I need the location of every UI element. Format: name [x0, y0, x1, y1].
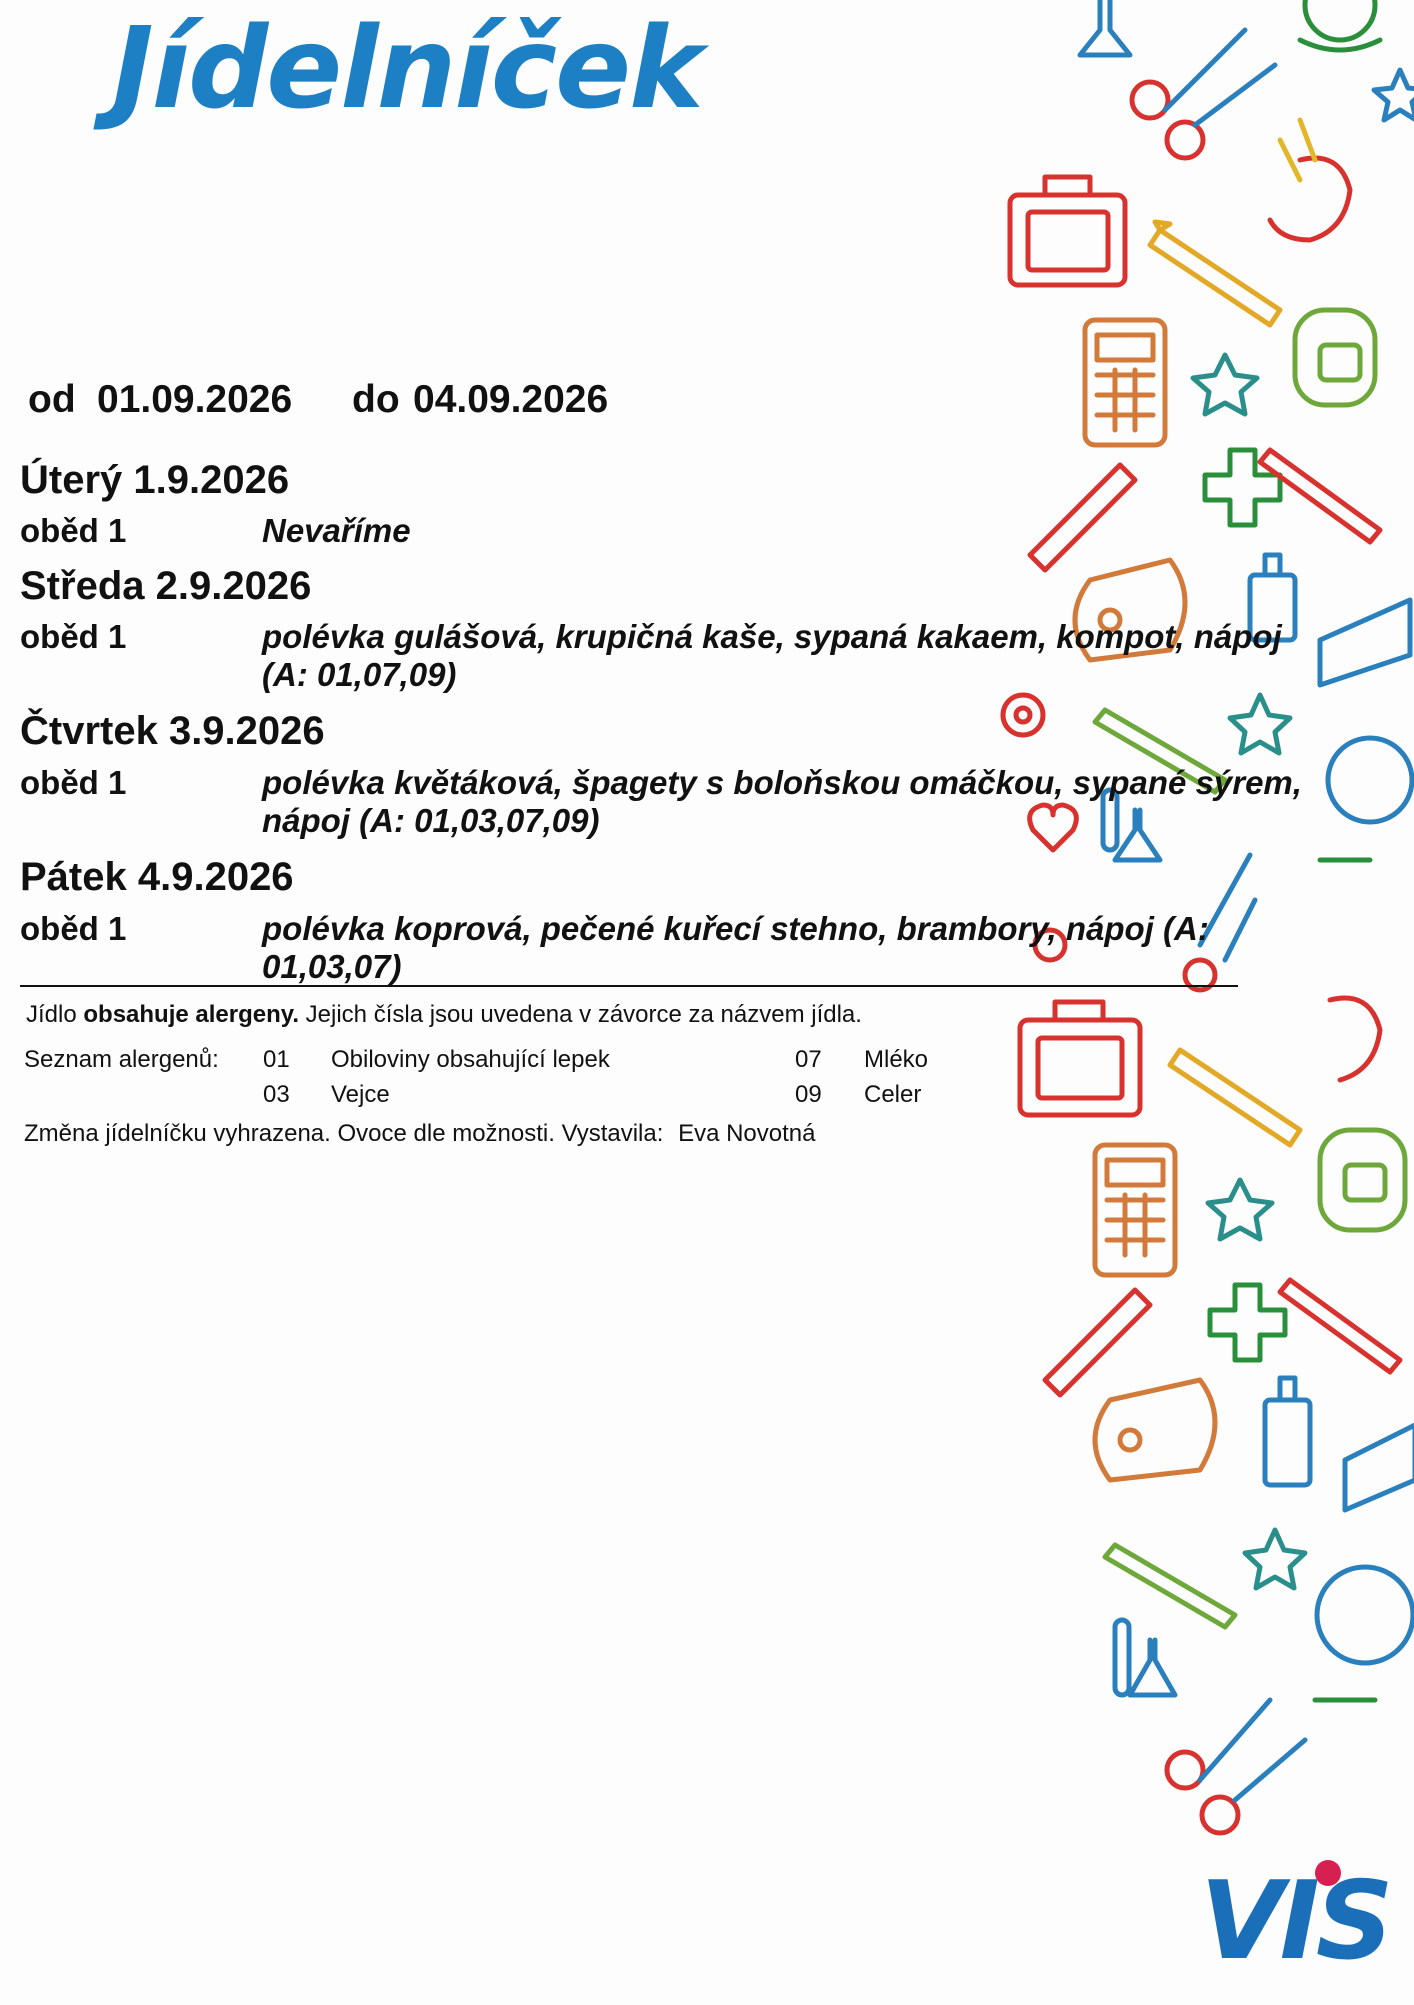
allergen-name: Vejce: [331, 1081, 390, 1108]
star-icon: [1245, 1530, 1305, 1588]
calculator-icon: [1095, 1145, 1175, 1275]
pencil-icon: [1170, 1050, 1300, 1145]
star-icon: [1374, 70, 1414, 120]
footer-note: [24, 1120, 816, 1148]
calculator-icon: [1085, 320, 1165, 445]
allergen-note-bold: obsahuje alergeny.: [83, 1001, 299, 1028]
backpack-icon: [1295, 310, 1375, 405]
briefcase-icon: [1020, 1002, 1140, 1115]
range-to-date: 04.09.2026: [413, 378, 609, 421]
book-icon: [1345, 1425, 1414, 1510]
meal-label: oběd 1: [20, 910, 127, 947]
day-heading: Pátek 4.9.2026: [20, 855, 294, 899]
paintbrush-icon: [1105, 1545, 1235, 1627]
allergen-code: 01: [263, 1046, 290, 1073]
star-icon: [1230, 695, 1290, 753]
page-title: Jídelníček: [112, 4, 702, 134]
plus-icon: [1210, 1285, 1285, 1360]
allergen-name: Obiloviny obsahující lepek: [331, 1046, 610, 1073]
briefcase-icon: [1010, 177, 1125, 285]
meal-label: oběd 1: [20, 618, 127, 655]
meal-description: Nevaříme: [262, 512, 411, 549]
day-heading: Středa 2.9.2026: [20, 564, 312, 608]
allergen-list-label: Seznam alergenů:: [24, 1046, 219, 1073]
meal-label: oběd 1: [20, 764, 127, 801]
hand-icon: [1270, 158, 1350, 240]
vis-logo: VIS: [1200, 1859, 1390, 1984]
divider: [20, 985, 1238, 987]
meal-description: polévka koprová, pečené kuřecí stehno, brambory, nápoj (A: 01,03,07): [262, 910, 1209, 985]
allergen-note-prefix: Jídlo: [26, 1001, 77, 1028]
pencil-icon: [1280, 1280, 1400, 1372]
allergen-code: 07: [795, 1046, 822, 1073]
glue-icon: [1265, 1378, 1310, 1485]
star-icon: [1193, 355, 1257, 414]
day-heading: Úterý 1.9.2026: [20, 458, 290, 502]
allergen-note-suffix: Jejich čísla jsou uvedena v závorce za názvem jídla.: [305, 1001, 862, 1028]
flask-icon: [1080, 0, 1130, 55]
scissors-icon: [1132, 82, 1203, 158]
day-heading: Čtvrtek 3.9.2026: [20, 709, 325, 753]
hand-icon: [1330, 998, 1380, 1080]
allergen-name: Mléko: [864, 1046, 929, 1073]
range-from-label: od: [28, 378, 76, 421]
test-tube-icon: [1115, 1620, 1175, 1695]
ruler-icon: [1045, 1290, 1150, 1395]
pencil-icon: [1150, 222, 1280, 325]
star-icon: [1208, 1180, 1272, 1239]
allergen-code: 09: [795, 1081, 822, 1108]
scissors-icon: [1167, 1752, 1238, 1833]
meal-label: oběd 1: [20, 512, 127, 549]
meal-description: polévka gulášová, krupičná kaše, sypaná kakaem, kompot, nápoj (A: 01,07,09): [262, 618, 1282, 693]
meal-description: polévka květáková, špagety s boloňskou omáčkou, sypané sýrem, nápoj (A: 01,03,07,09): [262, 764, 1302, 839]
allergen-note: [26, 1001, 862, 1029]
backpack-icon: [1320, 1130, 1405, 1230]
range-to-label: do: [352, 378, 400, 421]
footer-note-text: Změna jídelníčku vyhrazena. Ovoce dle možnosti. Vystavila:: [24, 1120, 664, 1147]
footer-author: Eva Novotná: [678, 1120, 816, 1147]
flower-icon: [1003, 695, 1043, 735]
globe-icon: [1300, 0, 1380, 50]
school-bag-icon: [1095, 1380, 1215, 1480]
globe-icon: [1315, 1567, 1413, 1700]
allergen-name: Celer: [864, 1081, 922, 1108]
range-from-date: 01.09.2026: [97, 378, 293, 421]
allergen-code: 03: [263, 1081, 290, 1108]
